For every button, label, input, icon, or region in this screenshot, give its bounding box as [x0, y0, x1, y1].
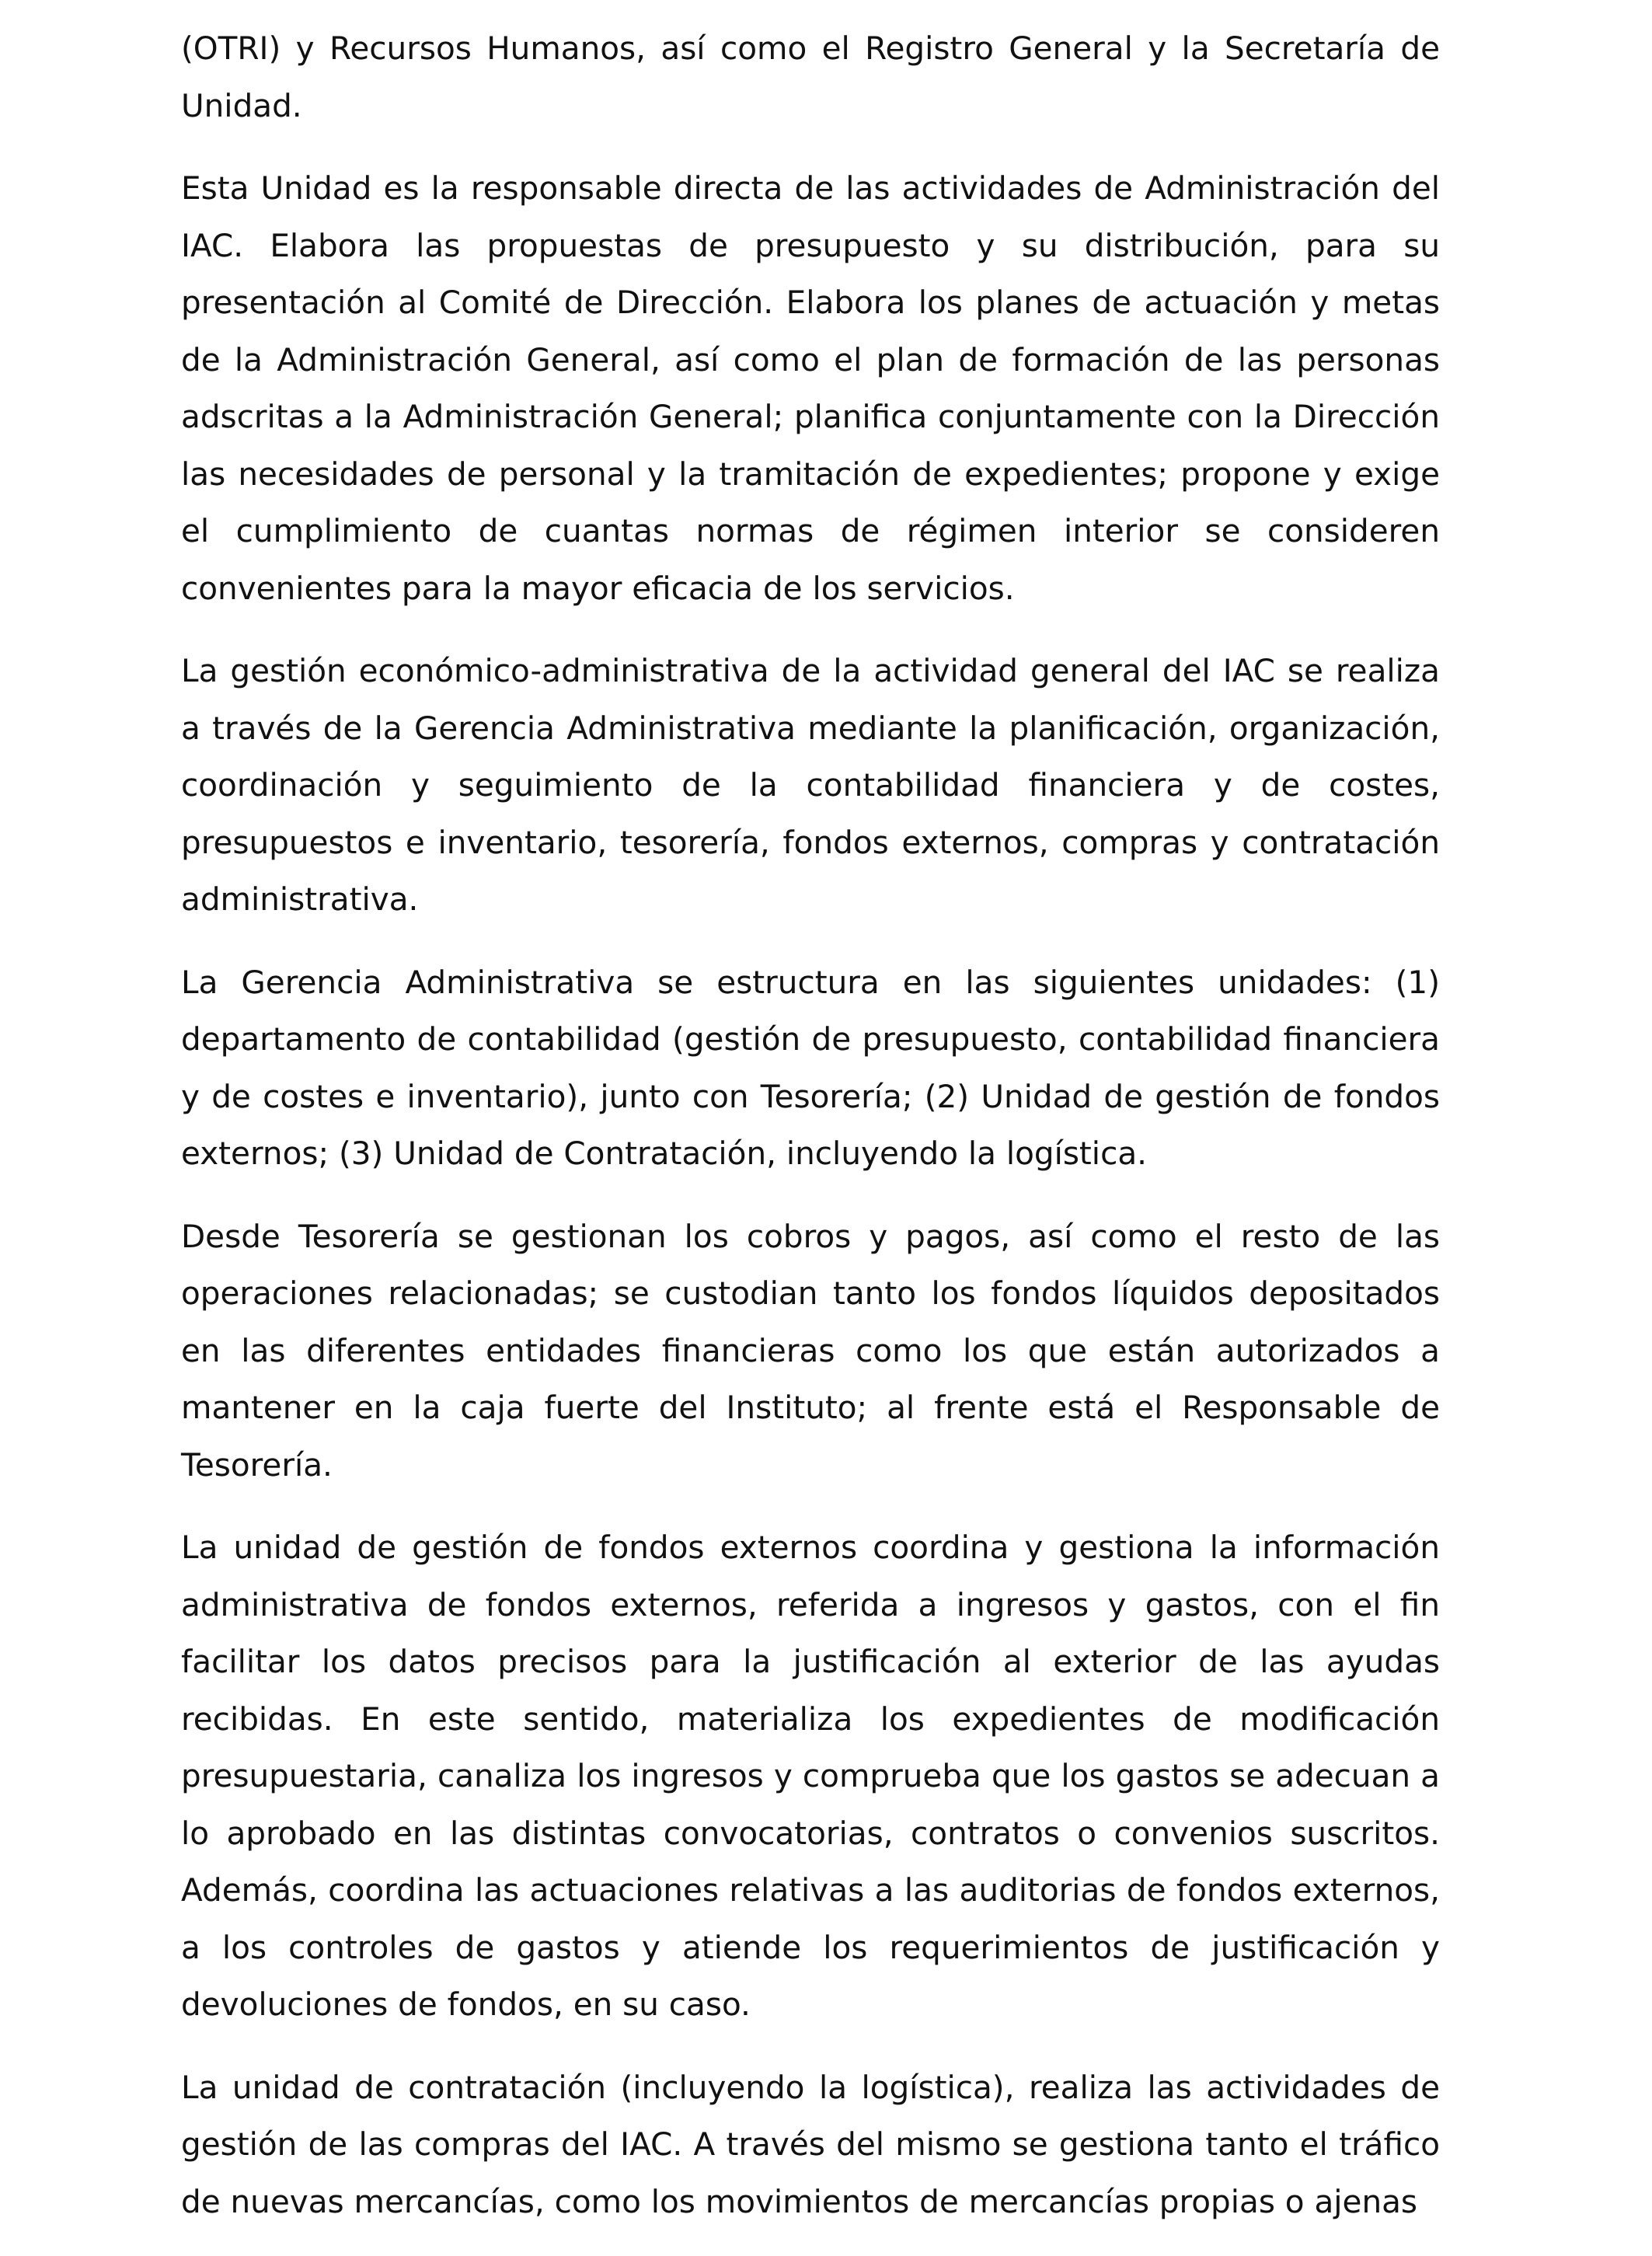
- paragraph-fondos-externos: La unidad de gestión de fondos externos coordina y gestiona la información administrativa de fondos externos, referida a ingresos y gastos, con el fin facilitar los datos precisos para la justificación al exterior de las ayudas recibidas. En este sentido, materializa los expedientes de modificación presupuestaria, canaliza los ingresos y comprueba que los gastos se adecuan a lo aprobado en las distintas convocatorias, contratos o convenios suscritos. Además, coordina las actuaciones relativas a las auditorias de fondos externos, a los controles de gastos y atiende los requerimientos de justificación y devoluciones de fondos, en su caso.: [181, 1529, 1440, 2023]
- paragraph-gerencia-estructura: La Gerencia Administrativa se estructura en las siguientes unidades: (1) departamento de contabilidad (gestión de presupuesto, contabilidad financiera y de costes e inventario), junto con Tesorería; (2) Unidad de gestión de fondos externos; (3) Unidad de Contratación, incluyendo la logística.: [181, 963, 1440, 1172]
- paragraph-contratacion: La unidad de contratación (incluyendo la logística), realiza las actividades de gestión de las compras del IAC. A través del mismo se gestiona tanto el tráfico de nuevas mercancías, como los movimientos de mercancías propias o ajenas: [181, 2068, 1440, 2220]
- paragraph-tesoreria: Desde Tesorería se gestionan los cobros y pagos, así como el resto de las operaciones relacionadas; se custodian tanto los fondos líquidos depositados en las diferentes entidades financieras como los que están autorizados a mantener en la caja fuerte del Instituto; al frente está el Responsable de Tesorería.: [181, 1217, 1440, 1484]
- paragraph-gestion-economico-administrativa: La gestión económico-administrativa de la actividad general del IAC se realiza a través de la Gerencia Administrativa mediante la planificación, organización, coordinación y seguimiento de la contabilidad financiera y de costes, presupuestos e inventario, tesorería, fondos externos, compras y contratación administrativa.: [181, 652, 1440, 918]
- paragraph-unidad-responsable: Esta Unidad es la responsable directa de las actividades de Administración del IAC. Elabora las propuestas de presupuesto y su distribución, para su presentación al Comité de Dirección. Elabora los planes de actuación y metas de la Administración General, así como el plan de formación de las personas adscritas a la Administración General; planifica conjuntamente con la Dirección las necesidades de personal y la tramitación de expedientes; propone y exige el cumplimiento de cuantas normas de régimen interior se consideren convenientes para la mayor eficacia de los servicios.: [181, 169, 1440, 607]
- document-page: [181, 20, 1440, 2256]
- paragraph-otri-continuation: (OTRI) y Recursos Humanos, así como el Registro General y la Secretaría de Unidad.: [181, 30, 1440, 124]
